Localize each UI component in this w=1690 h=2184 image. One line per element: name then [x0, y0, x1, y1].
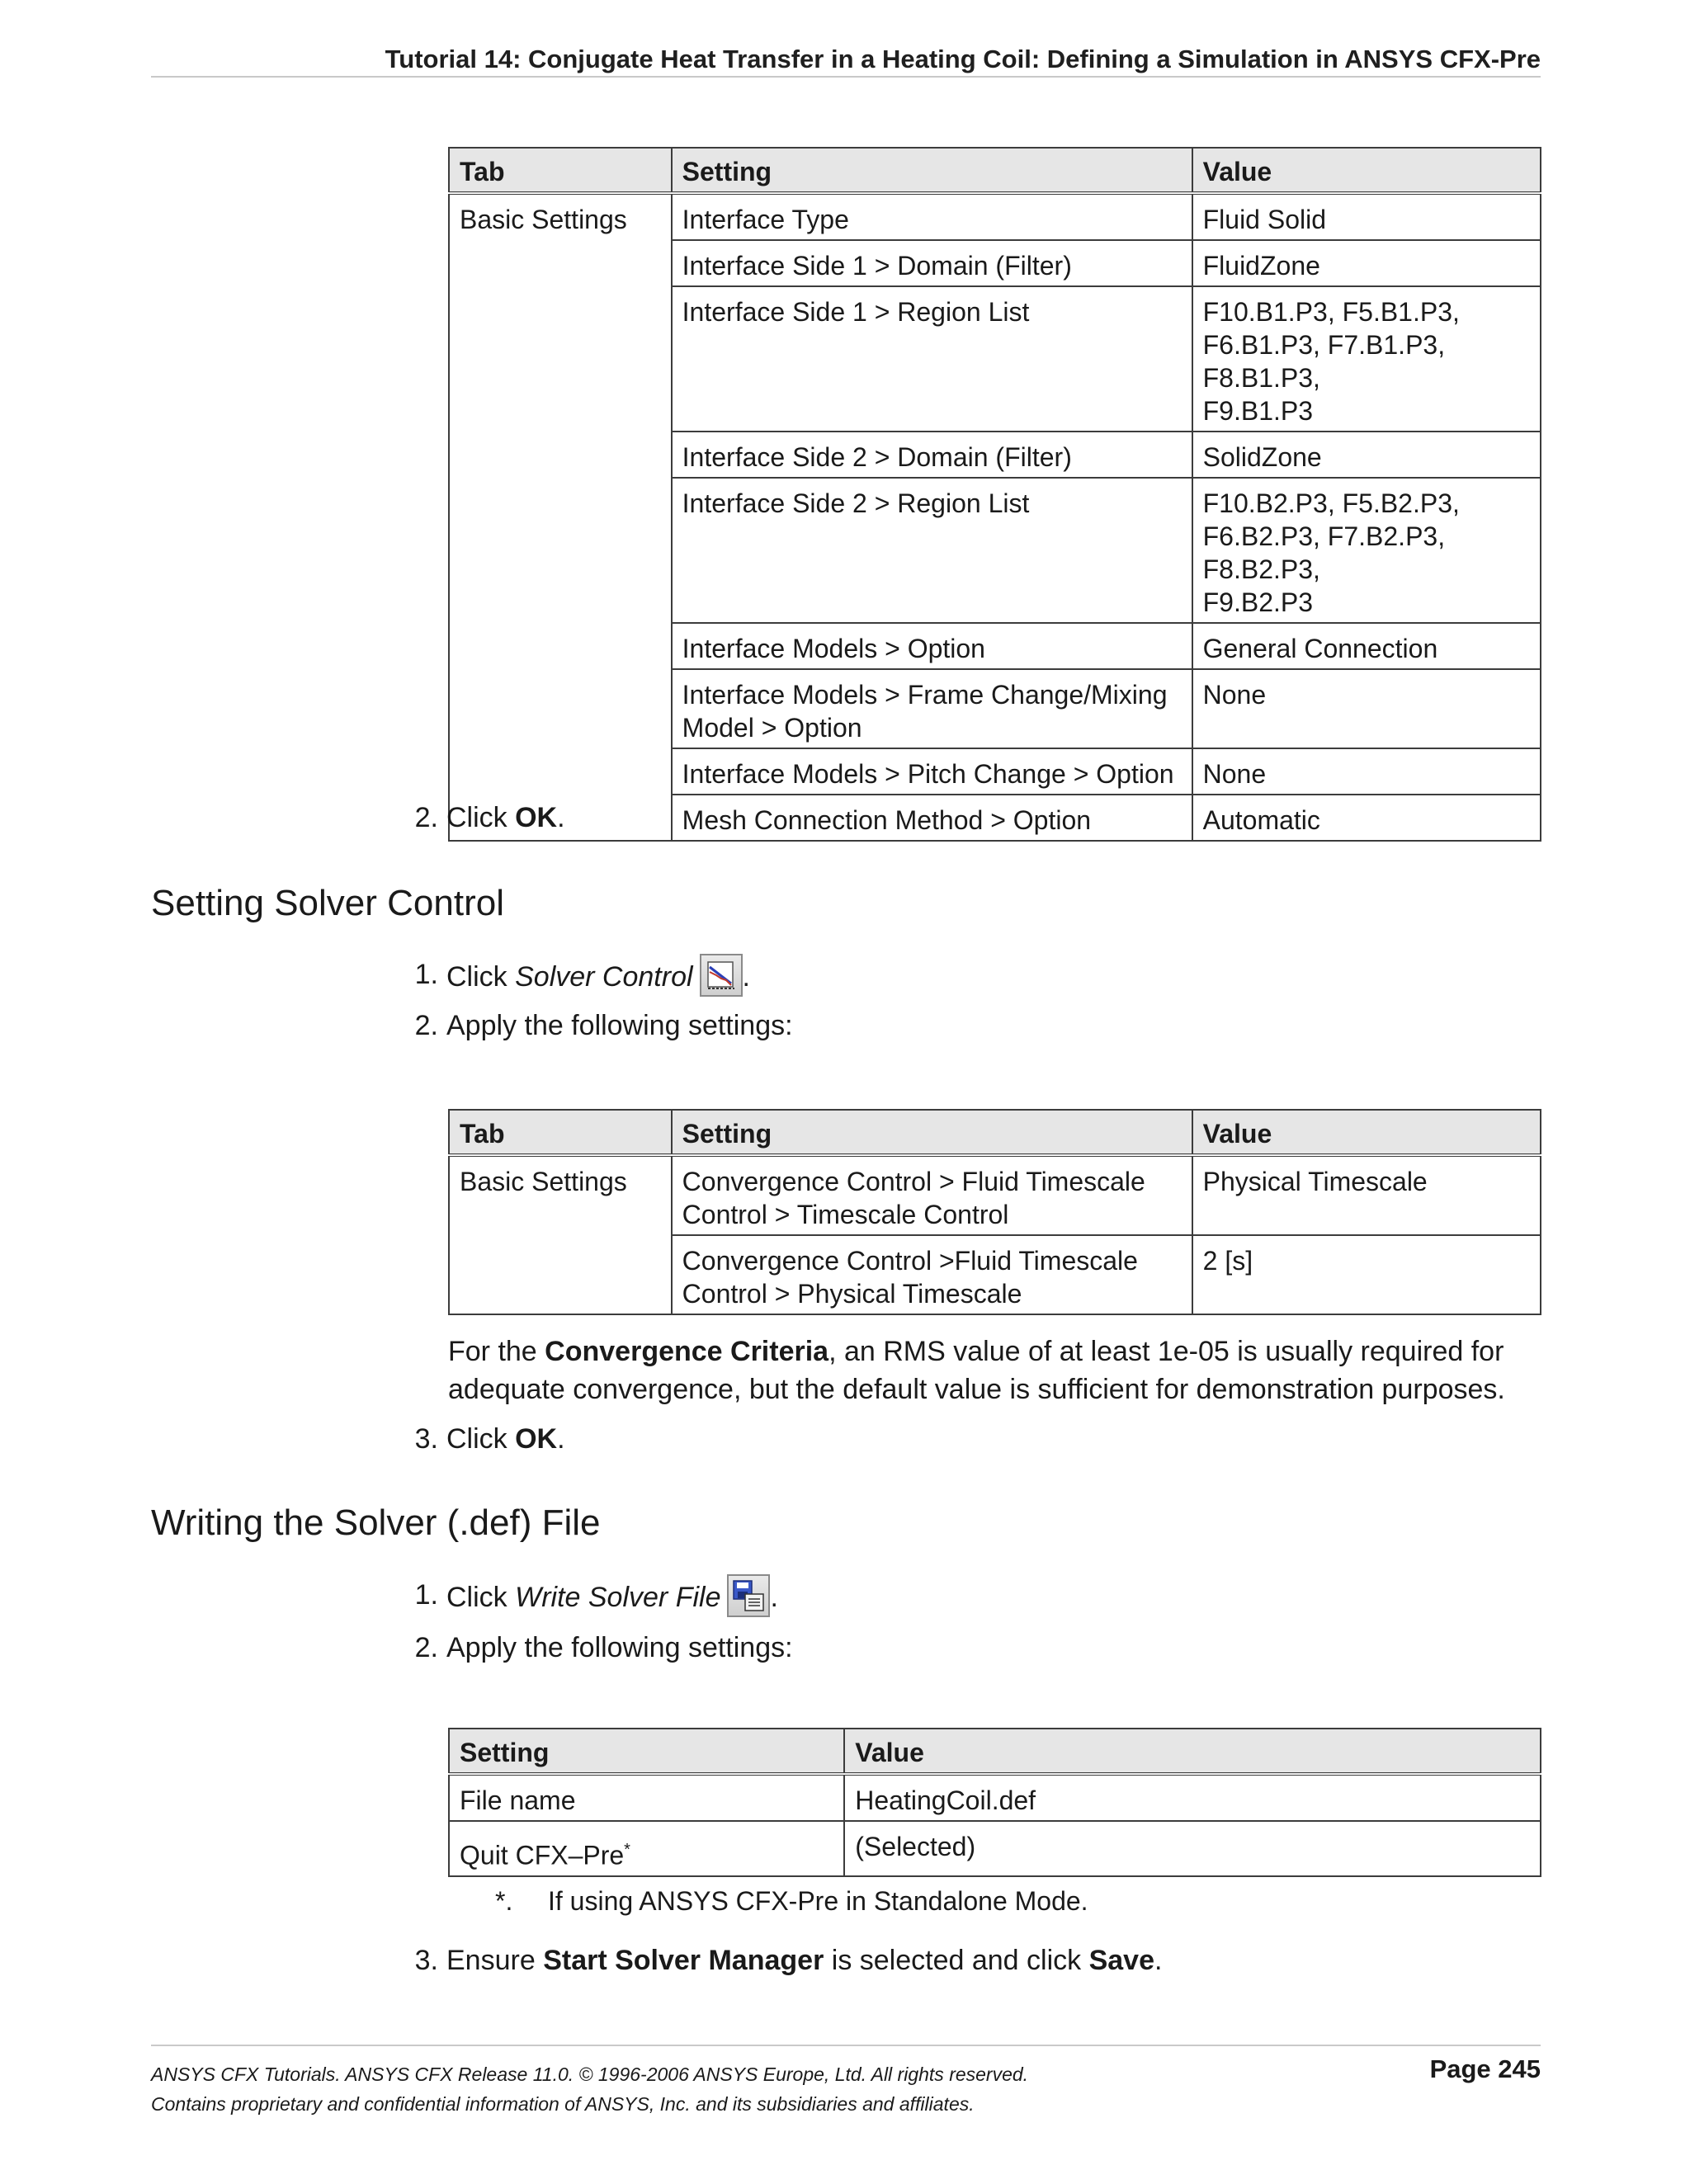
- tab-cell: Basic Settings: [449, 1155, 672, 1314]
- footer-copyright: [151, 2059, 1028, 2119]
- step-number: 2.: [414, 1010, 438, 1041]
- footnote-text: If using ANSYS CFX-Pre in Standalone Mode.: [548, 1886, 1088, 1916]
- write-solver-file-icon: [727, 1574, 770, 1617]
- setting-cell: File name: [449, 1774, 844, 1821]
- step-number: 2.: [414, 802, 438, 833]
- column-header-setting: Setting: [672, 1110, 1192, 1155]
- page-number: Page 245: [1429, 2054, 1541, 2083]
- convergence-note: For the Convergence Criteria, an RMS value of at least 1e-05 is usually required for adequate convergence, but the default value is sufficient for demonstration purposes.: [448, 1336, 1505, 1405]
- step-text: Click Write Solver File .: [446, 1578, 778, 1620]
- setting-cell: Convergence Control > Fluid Timescale Control > Timescale Control: [672, 1155, 1192, 1235]
- column-header-value: Value: [844, 1729, 1541, 1774]
- step-number: 1.: [414, 1579, 438, 1611]
- write-solver-table: [448, 1728, 1541, 1877]
- setting-cell: Interface Side 1 > Domain (Filter): [672, 240, 1192, 286]
- footer-line-2: Contains proprietary and confidential information of ANSYS, Inc. and its subsidiaries and affiliates.: [151, 2093, 975, 2115]
- step-number: 3.: [414, 1423, 438, 1455]
- table-row: [449, 1774, 1541, 1821]
- solver-control-icon: [700, 954, 743, 997]
- setting-cell: Quit CFX–Pre*: [449, 1821, 844, 1876]
- step-text: Click OK.: [446, 1423, 565, 1455]
- step-number: 2.: [414, 1632, 438, 1663]
- value-cell: HeatingCoil.def: [844, 1774, 1541, 1821]
- table-header-row: [449, 1110, 1541, 1155]
- column-header-tab: Tab: [449, 1110, 672, 1155]
- table-row: [449, 193, 1541, 240]
- step-number: 1.: [414, 959, 438, 990]
- step-text: Apply the following settings:: [446, 1632, 793, 1663]
- section-heading-write-solver: Writing the Solver (.def) File: [151, 1502, 601, 1543]
- table-header-row: [449, 148, 1541, 193]
- value-cell: Automatic: [1192, 795, 1541, 841]
- value-cell: SolidZone: [1192, 432, 1541, 478]
- section-heading-solver-control: Setting Solver Control: [151, 883, 504, 923]
- value-cell: F10.B2.P3, F5.B2.P3, F6.B2.P3, F7.B2.P3, F8.B2.P3, F9.B2.P3: [1192, 478, 1541, 623]
- step-text: Click Solver Control .: [446, 957, 750, 1000]
- column-header-value: Value: [1192, 1110, 1541, 1155]
- value-cell: F10.B1.P3, F5.B1.P3, F6.B1.P3, F7.B1.P3, F8.B1.P3, F9.B1.P3: [1192, 286, 1541, 432]
- tab-cell: Basic Settings: [449, 193, 672, 841]
- setting-cell: Interface Type: [672, 193, 1192, 240]
- setting-cell: Interface Side 2 > Region List: [672, 478, 1192, 623]
- setting-cell: Interface Side 1 > Region List: [672, 286, 1192, 432]
- value-cell: None: [1192, 669, 1541, 748]
- setting-cell: Interface Models > Frame Change/Mixing Model > Option: [672, 669, 1192, 748]
- column-header-tab: Tab: [449, 148, 672, 193]
- column-header-setting: Setting: [449, 1729, 844, 1774]
- page-header-title: Tutorial 14: Conjugate Heat Transfer in a Heating Coil: Defining a Simulation in ANSYS CFX-Pre: [385, 45, 1541, 73]
- step-text: Click OK.: [446, 802, 565, 833]
- footer-divider: [151, 2045, 1541, 2046]
- value-cell: General Connection: [1192, 623, 1541, 669]
- footnote-mark: *.: [495, 1886, 513, 1916]
- setting-cell: Interface Models > Pitch Change > Option: [672, 748, 1192, 795]
- setting-cell: Mesh Connection Method > Option: [672, 795, 1192, 841]
- step-number: 3.: [414, 1945, 438, 1976]
- interface-settings-table: [448, 147, 1541, 842]
- setting-cell: Convergence Control >Fluid Timescale Control > Physical Timescale: [672, 1235, 1192, 1314]
- table-header-row: [449, 1729, 1541, 1774]
- table-row: [449, 1821, 1541, 1876]
- value-cell: 2 [s]: [1192, 1235, 1541, 1314]
- table-row: [449, 1155, 1541, 1235]
- solver-control-table: [448, 1109, 1541, 1315]
- value-cell: FluidZone: [1192, 240, 1541, 286]
- header-divider: [151, 76, 1541, 78]
- column-header-setting: Setting: [672, 148, 1192, 193]
- footnote-marker: *: [624, 1841, 630, 1859]
- setting-cell: Interface Side 2 > Domain (Filter): [672, 432, 1192, 478]
- step-text: Apply the following settings:: [446, 1010, 793, 1041]
- value-cell: (Selected): [844, 1821, 1541, 1876]
- value-cell: Fluid Solid: [1192, 193, 1541, 240]
- step-text: Ensure Start Solver Manager is selected and click Save.: [446, 1945, 1163, 1976]
- column-header-value: Value: [1192, 148, 1541, 193]
- setting-cell: Interface Models > Option: [672, 623, 1192, 669]
- value-cell: Physical Timescale: [1192, 1155, 1541, 1235]
- value-cell: None: [1192, 748, 1541, 795]
- footer-line-1: ANSYS CFX Tutorials. ANSYS CFX Release 11.0. © 1996-2006 ANSYS Europe, Ltd. All rights reserved.: [151, 2064, 1029, 2085]
